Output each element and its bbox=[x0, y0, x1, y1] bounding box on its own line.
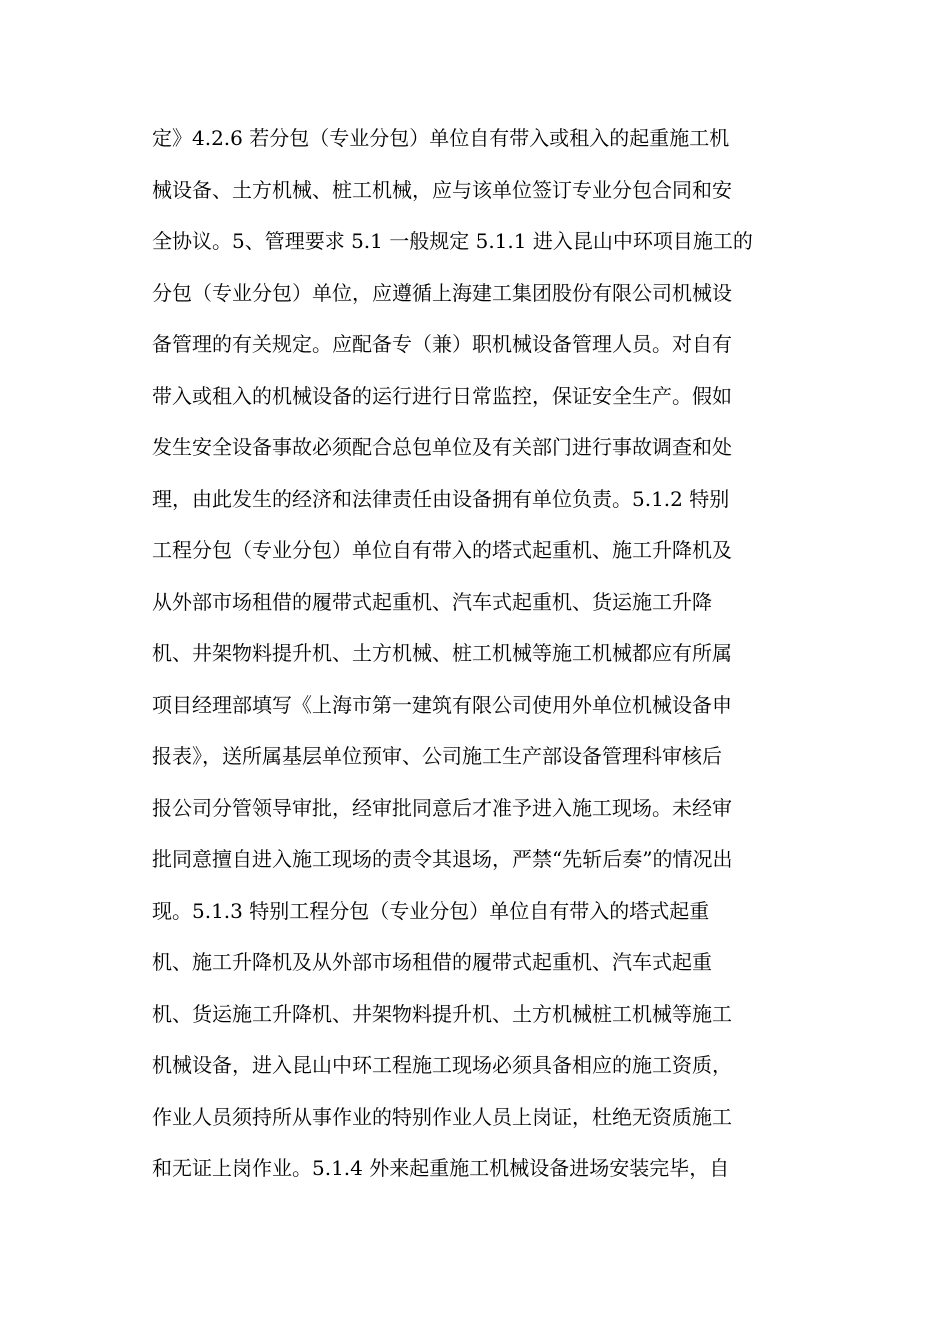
text-line: 定》4.2.6 若分包（专业分包）单位自有带入或租入的起重施工机 bbox=[152, 126, 730, 150]
text-line: 理，由此发生的经济和法律责任由设备拥有单位负责。5.1.2 特别 bbox=[152, 486, 730, 511]
text-line: 机、施工升降机及从外部市场租借的履带式起重机、汽车式起重 bbox=[152, 950, 712, 974]
text-line: 批同意擅自进入施工现场的责令其退场，严禁“先斩后奏”的情况出 bbox=[152, 847, 733, 871]
text-line: 和无证上岗作业。5.1.4 外来起重施工机械设备进场安装完毕，自 bbox=[152, 1156, 730, 1180]
text-line: 报表》，送所属基层单位预审、公司施工生产部设备管理科审核后 bbox=[152, 744, 722, 768]
text-line: 现。5.1.3 特别工程分包（专业分包）单位自有带入的塔式起重 bbox=[152, 898, 710, 923]
text-line: 械设备、土方机械、桩工机械，应与该单位签订专业分包合同和安 bbox=[152, 177, 732, 202]
text-line: 全协议。5、管理要求 5.1 一般规定 5.1.1 进入昆山中环项目施工的 bbox=[152, 229, 753, 253]
text-line: 机、井架物料提升机、土方机械、桩工机械等施工机械都应有所属 bbox=[152, 641, 732, 665]
body-text bbox=[152, 116, 812, 1198]
text-line: 带入或租入的机械设备的运行进行日常监控，保证安全生产。假如 bbox=[152, 383, 732, 408]
text-line: 项目经理部填写《上海市第一建筑有限公司使用外单位机械设备申 bbox=[152, 692, 732, 717]
text-line: 作业人员须持所从事作业的特别作业人员上岗证，杜绝无资质施工 bbox=[152, 1104, 732, 1129]
text-line: 发生安全设备事故必须配合总包单位及有关部门进行事故调查和处 bbox=[152, 435, 732, 459]
text-line: 机械设备，进入昆山中环工程施工现场必须具备相应的施工资质， bbox=[152, 1053, 732, 1077]
text-line: 分包（专业分包）单位，应遵循上海建工集团股份有限公司机械设 bbox=[152, 280, 732, 305]
text-line: 报公司分管领导审批，经审批同意后才准予进入施工现场。未经审 bbox=[152, 795, 732, 820]
text-line: 从外部市场租借的履带式起重机、汽车式起重机、货运施工升降 bbox=[152, 589, 712, 614]
text-line: 工程分包（专业分包）单位自有带入的塔式起重机、施工升降机及 bbox=[152, 538, 732, 562]
text-line: 备管理的有关规定。应配备专（兼）职机械设备管理人员。对自有 bbox=[152, 332, 732, 356]
text-line: 机、货运施工升降机、井架物料提升机、土方机械桩工机械等施工 bbox=[152, 1001, 732, 1026]
